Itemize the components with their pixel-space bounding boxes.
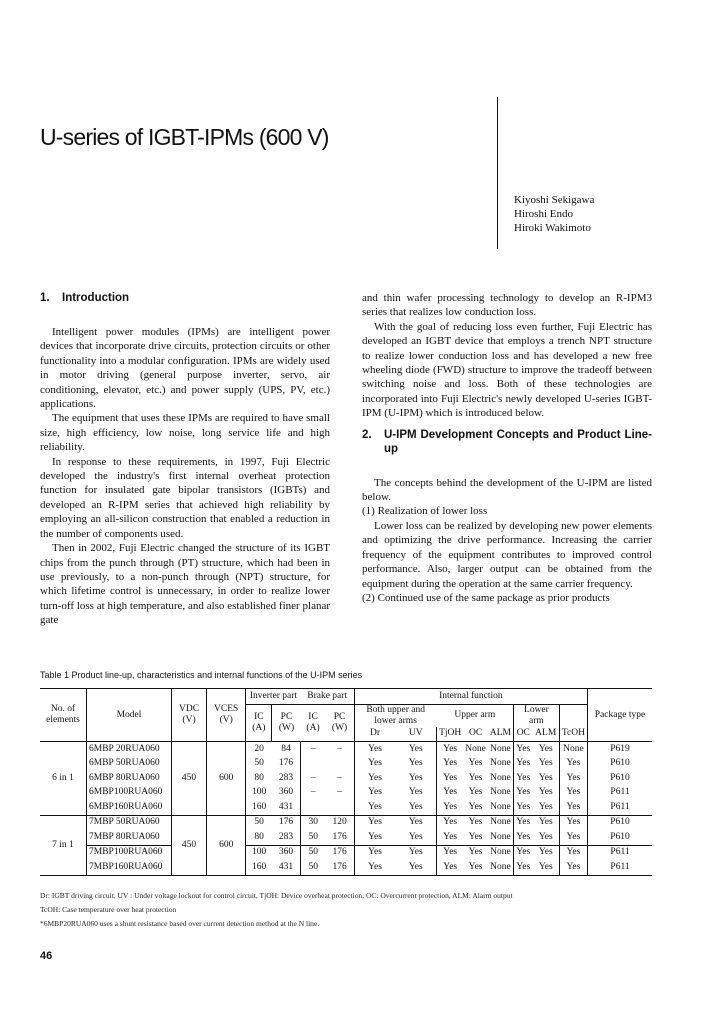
table-cell: Yes [559,757,587,772]
table-cell: 20 [246,742,272,757]
table-row [40,771,652,786]
table-cell: 176 [278,758,294,769]
table-cell: Yes [559,800,587,815]
table-cell: 176 [272,815,301,830]
table-cell: Yes [408,758,423,769]
table-cell: Yes [437,845,464,860]
table-cell: Yes [538,831,553,842]
col-tcoh: TcOH [559,727,587,742]
section-title: Introduction [62,292,130,304]
table-cell: Yes [513,815,532,830]
table-cell: Yes [463,845,488,860]
product-table [40,688,652,876]
table-cell [301,800,326,815]
col-inverter: Inverter part [246,689,301,705]
table-cell: – [301,786,326,801]
table-cell: Yes [437,830,464,845]
table-cell: P610 [588,757,653,772]
table-cell: Yes [513,845,532,860]
table-cell: Yes [538,801,553,812]
col-brake-pc: PC (W) [325,704,354,742]
table-cell: Yes [395,742,436,757]
section-number: 2. [362,428,372,441]
list-item: (2) Continued use of the same package as prior products [362,591,610,604]
col-model: Model [87,689,172,742]
table-cell: 360 [278,787,294,798]
table-cell: 50 [246,757,272,772]
table-cell: None [559,742,587,757]
table-cell: Yes [395,815,436,830]
table-row [40,800,652,815]
table-cell: Yes [559,860,587,875]
table-cell: Yes [354,860,395,875]
table-cell: Yes [463,815,488,830]
left-column [40,291,330,628]
table-cell: Yes [354,757,395,772]
note: TcOH: Case temperature over heat protection [40,905,177,914]
table-cell: Yes [437,757,464,772]
table-cell: Yes [354,800,395,815]
authors [514,193,594,235]
table-row [40,845,652,860]
col-vces: VCES (V) [207,689,246,742]
col-internal: Internal function [354,689,587,705]
table-cell: Yes [437,786,464,801]
table-cell: 6MBP 50RUA060 [87,757,172,772]
table-cell: 7MBP 50RUA060 [87,815,172,830]
table-cell: 283 [278,831,294,842]
table-cell: Yes [538,772,553,783]
table-cell: P610 [588,771,653,786]
section-number: 1. [40,292,50,304]
table-notes [40,889,513,931]
col-lower: Lower arm [513,704,559,727]
table-row [40,757,652,772]
table-cell: 100 [246,845,272,860]
table-cell: None [463,742,488,757]
col-uv: UV [408,728,423,739]
paragraph: Then in 2002, Fuji Electric changed the structure of its IGBT chips from the punch through (PT) structure, which had been in use previously, to a non-punch through (NPT) structure, for which lifetime control is unnecessary, in order to realize lower turn-off loss at high temperature, and also established finer planar gate [40,542,330,627]
table-cell: None [490,861,511,872]
table-cell: 30 [301,815,326,830]
table-cell: Yes [437,815,464,830]
table-cell: Yes [513,757,532,772]
table-cell: 50 [246,815,272,830]
table-cell: 7 in 1 [40,815,87,875]
table-cell: Yes [354,742,395,757]
table-cell: None [490,787,511,798]
table-cell: None [490,831,511,842]
table-cell: P619 [588,742,653,757]
table-cell: 50 [301,830,326,845]
table-cell: Yes [468,772,483,783]
page-title: U-series of IGBT-IPMs (600 V) [40,124,329,150]
table-cell: Yes [513,786,532,801]
paragraph: The equipment that uses these IPMs are required to have small size, high efficiency, low noise, long service life and high reliability. [40,412,330,454]
note: *6MBP20RUA060 uses a shunt resistance based over current detection method at the N line. [40,919,320,928]
table-cell: Yes [533,815,560,830]
table-cell: 431 [278,861,294,872]
table-cell: 7MBP 80RUA060 [87,830,172,845]
table-cell: Yes [468,861,483,872]
table-cell: 160 [246,800,272,815]
table-cell [301,757,326,772]
table-cell: 7MBP100RUA060 [87,845,172,860]
table-cell: 80 [246,771,272,786]
table-cell: Yes [354,815,395,830]
col-ic: IC (A) [246,704,272,742]
table-cell: 80 [246,830,272,845]
table-cell: Yes [354,786,395,801]
paragraph: The concepts behind the development of the U-IPM are listed below. [362,476,652,504]
table-cell: P610 [588,815,653,830]
table-cell: Yes [513,860,532,875]
table-cell: Yes [354,830,395,845]
table-cell: 50 [301,845,326,860]
author: Kiyoshi Sekigawa [514,194,595,206]
table-cell [325,800,354,815]
table-cell: 100 [246,786,272,801]
table-cell: Yes [408,831,423,842]
table-cell: 283 [278,772,294,783]
table-cell: 176 [332,831,347,842]
paragraph: Lower loss can be realized by developing new power elements and optimizing the drive performance. Increasing the carrier frequency of the equipment contributes to improved control performance. Also, larger output can be obtained from the equipment during the operation at the same carrier frequency. [362,519,652,590]
table-cell: – [337,787,342,798]
table-cell: – [337,772,342,783]
table-cell: Yes [408,861,423,872]
col-both: Both upper and lower arms [354,704,436,727]
col-oc: OC [468,728,483,739]
table-cell: 6MBP100RUA060 [87,786,172,801]
table-cell: P610 [588,830,653,845]
table-cell: 600 [207,815,246,875]
col-upper: Upper arm [437,704,514,727]
table-cell: P611 [588,800,653,815]
paragraph: Intelligent power modules (IPMs) are intelligent power devices that incorporate drive circuits, protection circuits or other functionality into a modular configuration. IPMs are widely used in motor driving (general purpose inverter, servo, air conditioning, elevator, etc.) and power supply (UPS, PV, etc.) applications. [40,326,330,411]
page-number: 46 [40,950,53,962]
table-cell: 176 [332,861,347,872]
col-package: Package type [588,689,653,742]
list-item: (1) Realization of lower loss [362,505,488,518]
table-cell: Yes [538,861,553,872]
table-cell: Yes [408,801,423,812]
table-cell: – [325,742,354,757]
table-cell: Yes [513,742,532,757]
table-caption: Table 1 Product line-up, characteristics and internal functions of the U-IPM series [40,670,363,680]
divider [497,97,498,249]
section-heading [362,428,652,456]
table-cell: – [301,771,326,786]
paragraph: In response to these requirements, in 1997, Fuji Electric developed the industry's first internal overheat protection function for insulated gate bipolar transistors (IGBTs) and developed an R-IPM series that achieved high reliability by employing an all-silicon construction that enabled a reduction in the number of components used. [40,455,330,540]
table-cell: Yes [513,800,532,815]
table-cell: Yes [559,830,587,845]
table-cell: Yes [395,845,436,860]
table-cell: Yes [468,758,483,769]
table-cell: Yes [559,786,587,801]
table-cell: Yes [468,831,483,842]
col-lower-oc: OC [513,727,532,742]
table-cell: Yes [408,787,423,798]
author: Hiroshi Endo [514,208,573,220]
table-cell: 450 [172,742,207,816]
table-cell: 120 [325,815,354,830]
table-cell: P611 [588,845,653,860]
author: Hiroki Wakimoto [514,222,591,234]
table-cell: Yes [354,771,395,786]
col-alm: ALM [489,728,511,739]
col-lower-alm: ALM [535,728,557,739]
col-pc: PC (W) [272,704,301,742]
note: Dr: IGBT driving circuit, UV : Under voltage lockout for control circuit, TjOH: Device overheat protection, OC: Overcurrent protection, ALM: Alarm output [40,891,513,900]
col-dr: Dr [354,727,395,742]
table-cell: Yes [437,860,464,875]
table-cell: Yes [513,830,532,845]
table-cell: Yes [559,815,587,830]
table-cell: 6 in 1 [40,742,87,816]
table-cell: Yes [559,845,587,860]
table-cell: Yes [354,845,395,860]
table-cell: – [301,742,326,757]
table-cell: 450 [172,815,207,875]
col-elements: No. of elements [46,704,80,725]
section-heading [40,291,330,305]
table-cell: 176 [325,845,354,860]
table-cell: Yes [559,771,587,786]
paragraph: and thin wafer processing technology to develop an R-IPM3 series that realizes low conduction loss. [362,292,652,319]
table-cell: 6MBP 20RUA060 [87,742,172,757]
table-cell: Yes [538,787,553,798]
section-title: U-IPM Development Concepts and Product Line-up [384,428,652,455]
col-brake: Brake part [307,690,348,701]
table-cell: Yes [533,845,560,860]
table-cell [325,757,354,772]
table-cell: Yes [468,787,483,798]
table-cell: Yes [437,771,464,786]
table-cell: None [488,845,514,860]
table-row [40,742,652,757]
table-row [40,815,652,830]
table-cell: 431 [278,801,294,812]
table-cell: Yes [533,742,560,757]
table-cell: P611 [588,786,653,801]
right-column [362,291,652,605]
table-cell: Yes [437,742,464,757]
table-cell: None [490,758,511,769]
table-row [40,786,652,801]
col-brake-ic: IC (A) [301,704,326,742]
table-cell: None [490,772,511,783]
table-cell: 6MBP 80RUA060 [87,771,172,786]
table-cell: Yes [538,758,553,769]
table-cell: Yes [437,800,464,815]
table-cell: None [488,742,514,757]
table-cell: 84 [272,742,301,757]
table-cell: Yes [408,772,423,783]
table-cell: 6MBP160RUA060 [87,800,172,815]
table-row [40,830,652,845]
table-cell: None [488,815,514,830]
table-cell: P611 [588,860,653,875]
table-cell: None [490,801,511,812]
table-row [40,860,652,875]
table-cell: 360 [272,845,301,860]
table-cell: 50 [301,860,326,875]
table-cell: 600 [207,742,246,816]
table-cell: 160 [246,860,272,875]
paragraph: With the goal of reducing loss even further, Fuji Electric has developed an IGBT device that employs a trench NPT structure to realize lower conduction loss and has developed a new free wheeling diode (FWD) structure to improve the tradeoff between switching noise and loss. Both of these technologies are incorporated into Fuji Electric's newly developed U-series IGBT-IPM (U-IPM) which is introduced below. [362,320,652,420]
table-cell: Yes [513,771,532,786]
col-tjoh: TjOH [437,727,464,742]
table-cell: 7MBP160RUA060 [87,860,172,875]
col-vdc: VDC (V) [172,689,207,742]
table-cell: Yes [468,801,483,812]
